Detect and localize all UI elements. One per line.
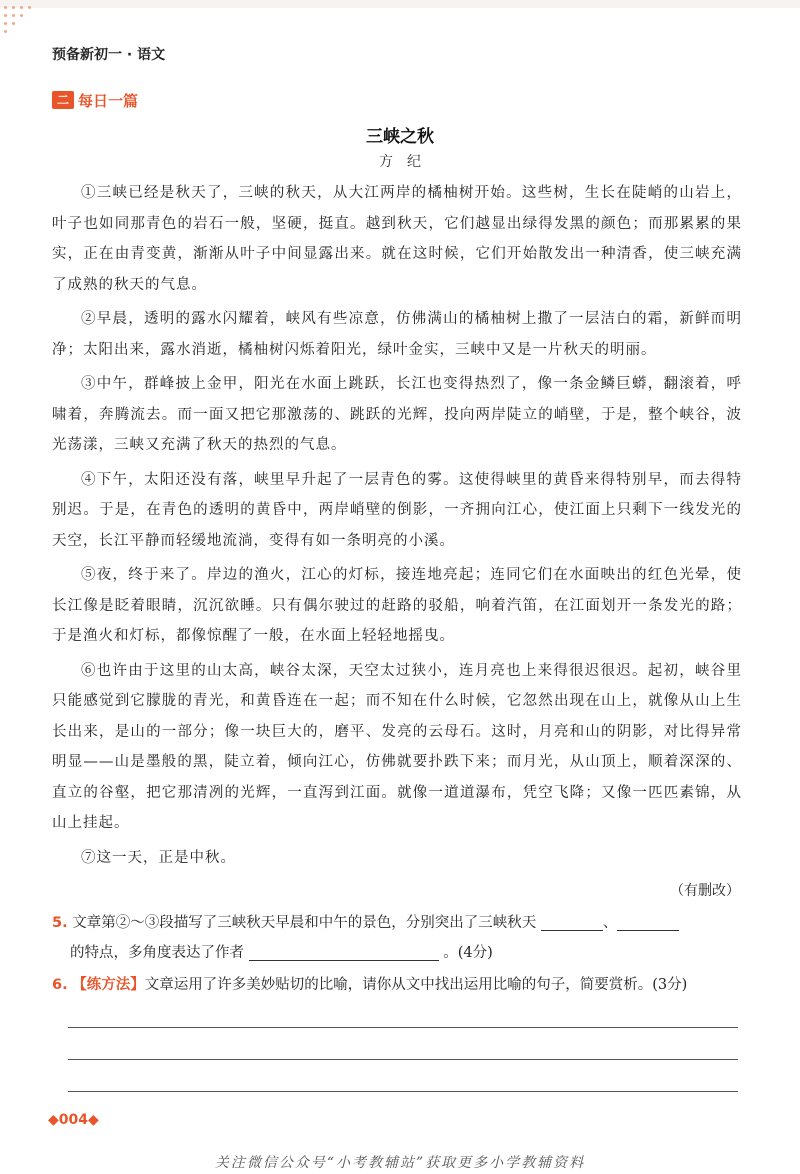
page-number-value: 004 — [58, 1112, 89, 1128]
answer-blank-1[interactable] — [541, 915, 603, 931]
diamond-left-icon: ◆ — [48, 1112, 59, 1128]
question-6-text: 文章运用了许多美妙贴切的比喻，请你从文中找出运用比喻的句子，简要赏析。(3分) — [144, 977, 688, 993]
question-5-number: 5. — [52, 915, 68, 931]
section-heading — [52, 90, 138, 110]
section-number-badge: 二 — [52, 91, 74, 109]
answer-line-1[interactable] — [68, 1027, 738, 1028]
answer-blank-2[interactable] — [617, 915, 679, 931]
question-5 — [52, 908, 742, 968]
paragraph-3: ③中午，群峰披上金甲，阳光在水面上跳跃，长江也变得热烈了，像一条金鳞巨蟒，翻滚着，呼啸着，奔腾流去。而一面又把它那激荡的、跳跃的光辉，投向两岸陡立的峭壁，于是，整个峡谷，波光荡漾，三峡又充满了秋天的热烈的气息。 — [52, 376, 742, 453]
article-body — [52, 178, 742, 877]
answer-line-3[interactable] — [68, 1091, 738, 1092]
page-number — [48, 1112, 99, 1128]
paragraph-7: ⑦这一天，正是中秋。 — [81, 849, 236, 866]
question-5-text-b: 的特点，多角度表达了作者 — [70, 945, 244, 961]
question-6-tag: 【练方法】 — [72, 976, 145, 993]
paragraph-1: ①三峡已经是秋天了，三峡的秋天，从大江两岸的橘柚树开始。这些树，生长在陡峭的山岩上，叶子也如同那青色的岩石一般，坚硬，挺直。越到秋天，它们越显出绿得发黑的颜色；而那累累的果实，正在由青变黄，渐渐从叶子中间显露出来。就在这时候，它们开始散发出一种清香，使三峡充满了成熟的秋天的气息。 — [52, 185, 742, 293]
paragraph-6: ⑥也许由于这里的山太高，峡谷太深，天空太过狭小，连月亮也上来得很迟很迟。起初，峡谷里只能感觉到它朦胧的青光，和黄昏连在一起；而不知在什么时候，它忽然出现在山上，就像从山上生长出来，是山的一部分；像一块巨大的，磨平、发亮的云母石。这时，月亮和山的阴影，对比得异常明显——山是墨般的黑，陡立着，倾向江心，仿佛就要扑跌下来；而月光，从山顶上，顺着深深的、直立的谷壑，把它那清冽的光辉，一直泻到江面。就像一道道瀑布，凭空飞降；又像一匹匹素锦，从山上挂起。 — [52, 662, 742, 831]
question-6 — [52, 970, 742, 1000]
diamond-right-icon: ◆ — [88, 1112, 99, 1128]
answer-line-2[interactable] — [68, 1059, 738, 1060]
footer-note: 关注微信公众号“小考教辅站”获取更多小学教辅资料 — [214, 1155, 586, 1171]
question-5-separator: 、 — [602, 915, 618, 931]
question-5-text-a: 文章第②～③段描写了三峡秋天早晨和中午的景色，分别突出了三峡秋天 — [72, 915, 537, 931]
page-top-strip — [0, 0, 800, 8]
paragraph-2: ②早晨，透明的露水闪耀着，峡风有些凉意，仿佛满山的橘柚树上撒了一层洁白的霜，新鲜而明净；太阳出来，露水消逝，橘柚树闪烁着阳光，绿叶金实，三峡中又是一片秋天的明丽。 — [52, 311, 742, 358]
source-note: （有删改） — [670, 883, 740, 899]
book-header-title: 预备新初一 · 语文 — [52, 47, 166, 63]
paragraph-5: ⑤夜，终于来了。岸边的渔火，江心的灯标，接连地亮起；连同它们在水面映出的红色光晕，使长江像是眨着眼睛，沉沉欲睡。只有偶尔驶过的赶路的驳船，响着汽笛，在江面划开一条发光的路；于是渔火和灯标，都像惊醒了一般，在水面上轻轻地摇曳。 — [52, 567, 742, 644]
answer-blank-3[interactable] — [249, 945, 439, 961]
article-author: 方纪 — [379, 154, 435, 170]
paragraph-4: ④下午，太阳还没有落，峡里早升起了一层青色的雾。这使得峡里的黄昏来得特别早，而去得特别迟。于是，在青色的透明的黄昏中，两岸峭壁的倒影，一齐拥向江心，使江面上只剩下一线发光的天空，长江平静而轻缓地流淌，变得有如一条明亮的小溪。 — [52, 471, 742, 549]
section-title: 每日一篇 — [78, 91, 139, 110]
question-6-number: 6. — [52, 977, 68, 993]
article-title: 三峡之秋 — [366, 127, 434, 147]
question-5-text-c: 。(4分) — [443, 945, 493, 961]
corner-dots-decoration — [4, 6, 38, 40]
